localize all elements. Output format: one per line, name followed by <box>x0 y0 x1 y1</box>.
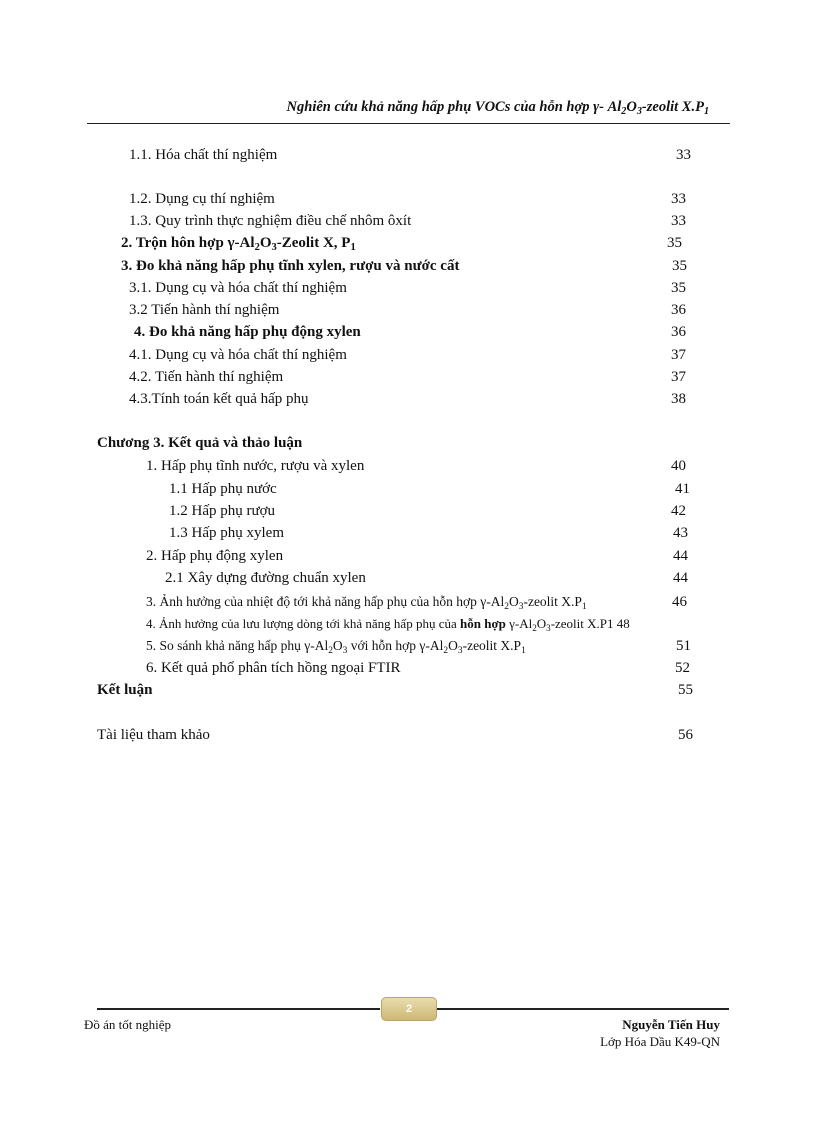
toc-page: 37 <box>671 347 686 363</box>
toc-text: với hỗn hợp γ-Al <box>347 638 444 653</box>
toc-label: 1.1. Hóa chất thí nghiệm <box>129 147 278 163</box>
toc-label <box>146 593 587 611</box>
toc-sub: 2 <box>532 623 537 633</box>
toc-page: 56 <box>678 727 693 743</box>
toc-label: 2. Hấp phụ động xylen <box>146 548 284 564</box>
toc-page: 36 <box>671 302 686 318</box>
toc-sub: 2 <box>328 646 333 656</box>
toc-page: 33 <box>671 191 686 207</box>
toc-label: Kết luận <box>97 682 153 698</box>
toc-label: 4.1. Dụng cụ và hóa chất thí nghiệm <box>129 347 347 363</box>
toc-sub: 2 <box>443 646 449 656</box>
toc-label: 3. Đo khả năng hấp phụ tĩnh xylen, rượu và nước cất <box>121 258 460 274</box>
toc-page: 55 <box>678 682 693 698</box>
header-sub: 1 <box>703 106 709 117</box>
toc-label: 2.1 Xây dựng đường chuẩn xylen <box>165 570 366 586</box>
toc-sub: 3 <box>271 242 277 253</box>
footer-author: Nguyễn Tiến Huy <box>622 1017 720 1032</box>
toc-sub: 1 <box>350 242 356 253</box>
toc-page: 38 <box>671 391 686 407</box>
footer-divider-right <box>436 1008 729 1010</box>
footer-class: Lớp Hóa Dầu K49-QN <box>600 1034 720 1049</box>
toc-label: 4.3.Tính toán kết quả hấp phụ <box>129 391 309 407</box>
toc-sub: 3 <box>342 646 348 656</box>
toc-page: 33 <box>671 213 686 229</box>
page-number-badge: 2 <box>381 997 437 1021</box>
toc-page: 33 <box>676 147 691 163</box>
toc-text: 3. Ảnh hưởng của nhiệt độ tới khả năng hấp phụ của hỗn hợp γ-Al <box>146 594 505 609</box>
footer-thesis-label: Đồ án tốt nghiệp <box>84 1017 172 1032</box>
toc-label: 4.2. Tiến hành thí nghiệm <box>129 369 284 385</box>
toc-label: 1. Hấp phụ tĩnh nước, rượu và xylen <box>146 458 365 474</box>
toc-text: 2. Trộn hôn hợp γ-Al <box>121 235 255 251</box>
toc-text: γ-Al <box>505 616 533 631</box>
toc-label: 1.3 Hấp phụ xylem <box>169 525 284 541</box>
toc-text: O <box>536 616 547 631</box>
toc-page: 46 <box>672 594 687 610</box>
toc-text: -Zeolit X, P <box>276 235 351 251</box>
toc-text: 4. Ảnh hưởng của lưu lượng dòng tới khả năng hấp phụ của <box>146 616 460 631</box>
toc-label <box>146 637 526 655</box>
toc-page: 44 <box>673 570 688 586</box>
toc-label: Tài liệu tham khảo <box>97 727 210 743</box>
toc-page: 35 <box>667 235 682 251</box>
toc-page: 36 <box>671 324 686 340</box>
toc-page: 44 <box>673 548 688 564</box>
toc-label <box>121 234 356 252</box>
header-sub: 2 <box>621 106 627 117</box>
toc-text: O <box>448 638 458 653</box>
toc-label: 6. Kết quả phổ phân tích hồng ngoại FTIR <box>146 660 401 676</box>
toc-page: 35 <box>671 280 686 296</box>
toc-sub: 3 <box>457 646 463 656</box>
toc-label: 1.2. Dụng cụ thí nghiệm <box>129 191 275 207</box>
toc-sub: 2 <box>504 602 509 612</box>
toc-sub: 3 <box>546 623 551 633</box>
toc-text: 5. So sánh khả năng hấp phụ γ-Al <box>146 638 329 653</box>
header-text: Nghiên cứu khả năng hấp phụ VOCs của hỗn hợp γ- Al <box>286 99 622 115</box>
toc-label: 4. Đo khả năng hấp phụ động xylen <box>134 324 361 340</box>
toc-sub: 3 <box>518 602 524 612</box>
toc-page: 51 <box>676 638 691 654</box>
header-sub: 3 <box>636 106 642 117</box>
toc-sub: 1 <box>521 646 526 656</box>
toc-text: -zeolit X.P1 48 <box>550 616 630 631</box>
header-text: -zeolit X.P <box>641 99 704 115</box>
toc-page: 52 <box>675 660 690 676</box>
toc-text: O <box>332 638 343 653</box>
toc-page: 37 <box>671 369 686 385</box>
toc-label: 1.3. Quy trình thực nghiệm điều chế nhôm ôxít <box>129 213 412 229</box>
toc-label: 3.1. Dụng cụ và hóa chất thí nghiệm <box>129 280 347 296</box>
toc-text: O <box>259 235 272 251</box>
toc-label <box>146 615 630 633</box>
toc-label: Chương 3. Kết quả và thảo luận <box>97 435 303 451</box>
toc-page: 43 <box>673 525 688 541</box>
toc-label: 3.2 Tiến hành thí nghiệm <box>129 302 280 318</box>
toc-page: 42 <box>671 503 686 519</box>
toc-label: 1.1 Hấp phụ nước <box>169 481 277 497</box>
toc-label: 1.2 Hấp phụ rượu <box>169 503 276 519</box>
toc-page: 35 <box>672 258 687 274</box>
toc-sub: 1 <box>581 602 587 612</box>
toc-text: O <box>508 594 519 609</box>
toc-page: 41 <box>675 481 690 497</box>
toc-sub: 2 <box>254 242 260 253</box>
toc-text-bold: hỗn hợp <box>460 616 506 631</box>
footer-divider-left <box>97 1008 380 1010</box>
toc-page: 40 <box>671 458 686 474</box>
toc-text: -zeolit X.P <box>462 638 522 653</box>
toc-text: -zeolit X.P <box>523 594 582 609</box>
header-text: O <box>626 99 637 115</box>
